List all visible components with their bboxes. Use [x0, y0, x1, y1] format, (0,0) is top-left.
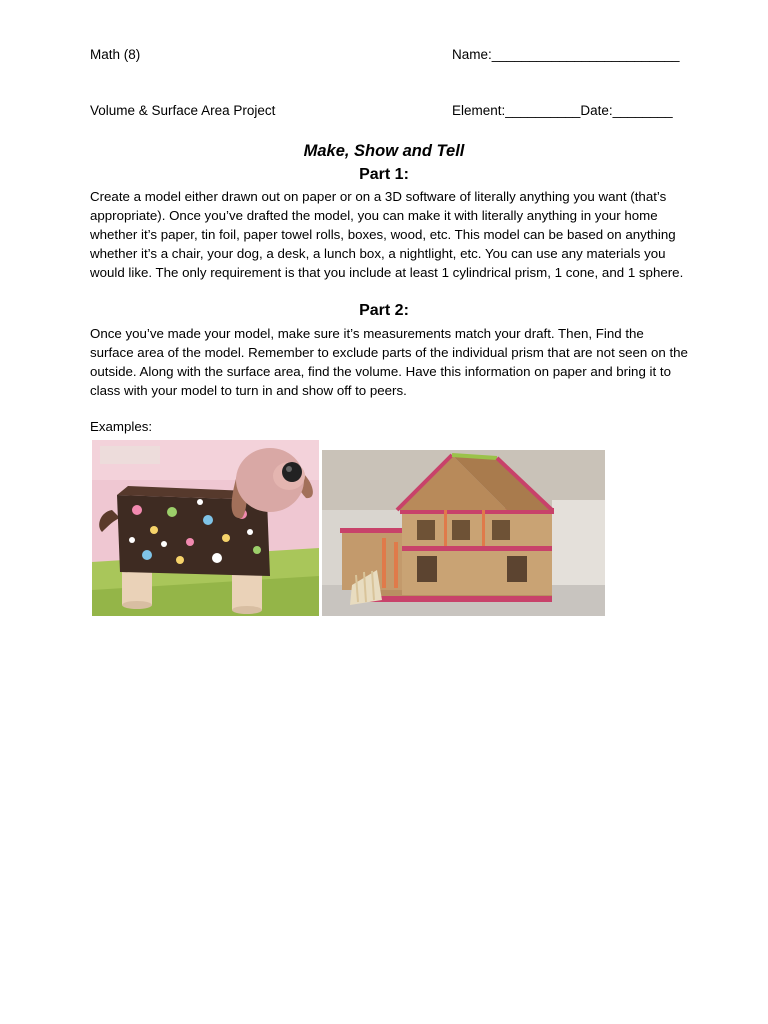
dog-model-photo: [92, 440, 319, 616]
element-date-field: Element:__________Date:________: [452, 103, 673, 118]
examples-label: Examples:: [90, 419, 153, 434]
project-label: Volume & Surface Area Project: [90, 103, 276, 118]
part2-heading: Part 2:: [359, 302, 409, 319]
house-model-photo: [322, 450, 605, 616]
course-label: Math (8): [90, 47, 141, 62]
part2-text: Once you’ve made your model, make sure it’s measurements match your draft. Then, Find the surface area of the model. Remember to exclude parts of the individual prism that are not seen on the outside. Along with the surface area, find the volume. Have this information on paper and bring it to class with your model to turn in and show off to peers.: [90, 326, 688, 398]
page-title: Make, Show and Tell: [303, 142, 465, 160]
part1-heading: Part 1:: [359, 166, 409, 183]
name-field: Name:_________________________: [452, 47, 680, 62]
part1-text: Create a model either drawn out on paper or on a 3D software of literally anything you want (that’s appropriate). Once you’ve drafted the model, you can make it with literally anything in your home whether it’s paper, tin foil, paper towel rolls, boxes, wood, etc. This model can be based on anything whether it’s a chair, your dog, a desk, a lunch box, a nightlight, etc. You can use any materials you would like. The only requirement is that you include at least 1 cylindrical prism, 1 cone, and 1 sphere.: [90, 189, 684, 280]
